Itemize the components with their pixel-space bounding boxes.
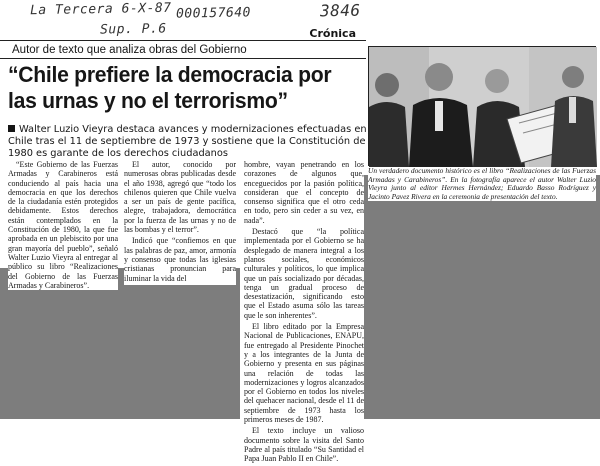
article-column-1 xyxy=(8,160,118,292)
article-paragraph: El texto incluye un valioso documento sobre la visita del Santo Padre al país titulado “Su Santidad el Papa Juan Pablo II en Chile”. xyxy=(244,426,364,464)
kicker-rule xyxy=(0,58,366,59)
article-paragraph: Indicó que “confiemos en que las palabras de paz, amor, armonía y consenso que todas las iglesias cristianas pronuncian para iluminar la vida del xyxy=(124,236,236,283)
kicker: Autor de texto que analiza obras del Gobierno xyxy=(12,44,247,56)
article-paragraph: “Este Gobierno de las Fuerzas Armadas y Carabineros está conduciendo al país hacia una democracia en que los derechos de la ciudadanía estén protegidos debidamente. Estos derechos están contemplados en la Constitución de 1980, la que fue aprobada en un plebiscito por una gran mayoría del pueblo”, señaló Walter Luzio Vieyra al entregar al público su libro “Realizaciones del Gobierno de las Fuerzas Armadas y Carabineros”. xyxy=(8,160,118,290)
handwritten-source-date: La Tercera 6-X-87 xyxy=(29,0,172,19)
article-paragraph: hombre, vayan penetrando en los corazones de algunos que, enceguecidos por la pasión política, consideran que el concepto de consenso significa que el otro ceda en todo, pero sin ceder a su vez, en nada”. xyxy=(244,160,364,225)
clipping-background xyxy=(364,175,600,419)
section-label: Crónica xyxy=(309,27,356,40)
article-paragraph: El autor, conocido por numerosas obras publicadas desde el año 1938, agregó que “todo los chilenos quieren que Chile vuelva a ser un país de gente pacífica, alegre, trabajadora, democrática por la fuerza de las urnas y no de las bombas y el terror”. xyxy=(124,160,236,235)
headline: “Chile prefiere la democracia por las urnas y no el terrorismo” xyxy=(8,62,332,113)
handwritten-catalog-id: 000157640 xyxy=(175,5,252,22)
handwritten-number: 3846 xyxy=(319,0,361,21)
handwritten-section-page: Sup. P.6 xyxy=(99,21,167,38)
photo-caption: Un verdadero documento histórico es el libro “Realizaciones de las Fuerzas Armadas y Carabineros”. En la fotografía aparece el autor Walter Luzio Vieyra junto al editor Hermes Hernández; Eduardo Basso Rodríguez y Jacinto Pavez Rivera en la ceremonia de presentación del texto. xyxy=(368,166,596,201)
summary-text: Walter Luzio Vieyra destaca avances y modernizaciones efectuadas en Chile tras el 11 de septiembre de 1973 y sostiene que la Constitución de 1980 es garante de los derechos ciudadanos xyxy=(8,124,367,159)
news-photo xyxy=(368,46,596,166)
photo-image xyxy=(369,47,597,167)
article-column-3 xyxy=(244,160,364,466)
article-column-2 xyxy=(124,160,236,285)
article-paragraph: El libro editado por la Empresa Nacional de Publicaciones, ENAPU, fue entregado al Presidente Pinochet y a los integrantes de la Junta de Gobierno y presenta en sus páginas una relación de todas las modernizaciones y logros alcanzados por el Gobierno en todos los niveles del quehacer nacional, desde el 11 de septiembre de 1973 hasta los primeros meses de 1987. xyxy=(244,322,364,425)
top-rule xyxy=(0,40,366,41)
article-paragraph: Destacó que “la política implementada por el Gobierno se ha desplegado de manera integral a los planos sociales, económicos culturales y políticos, lo que implica que un país socializado por décadas, tenga un gradual proceso de desestatización, significando esto que el Estado asuma sólo las tareas que le son inherentes”. xyxy=(244,227,364,320)
bullet-marker xyxy=(8,125,15,132)
summary xyxy=(8,124,368,160)
